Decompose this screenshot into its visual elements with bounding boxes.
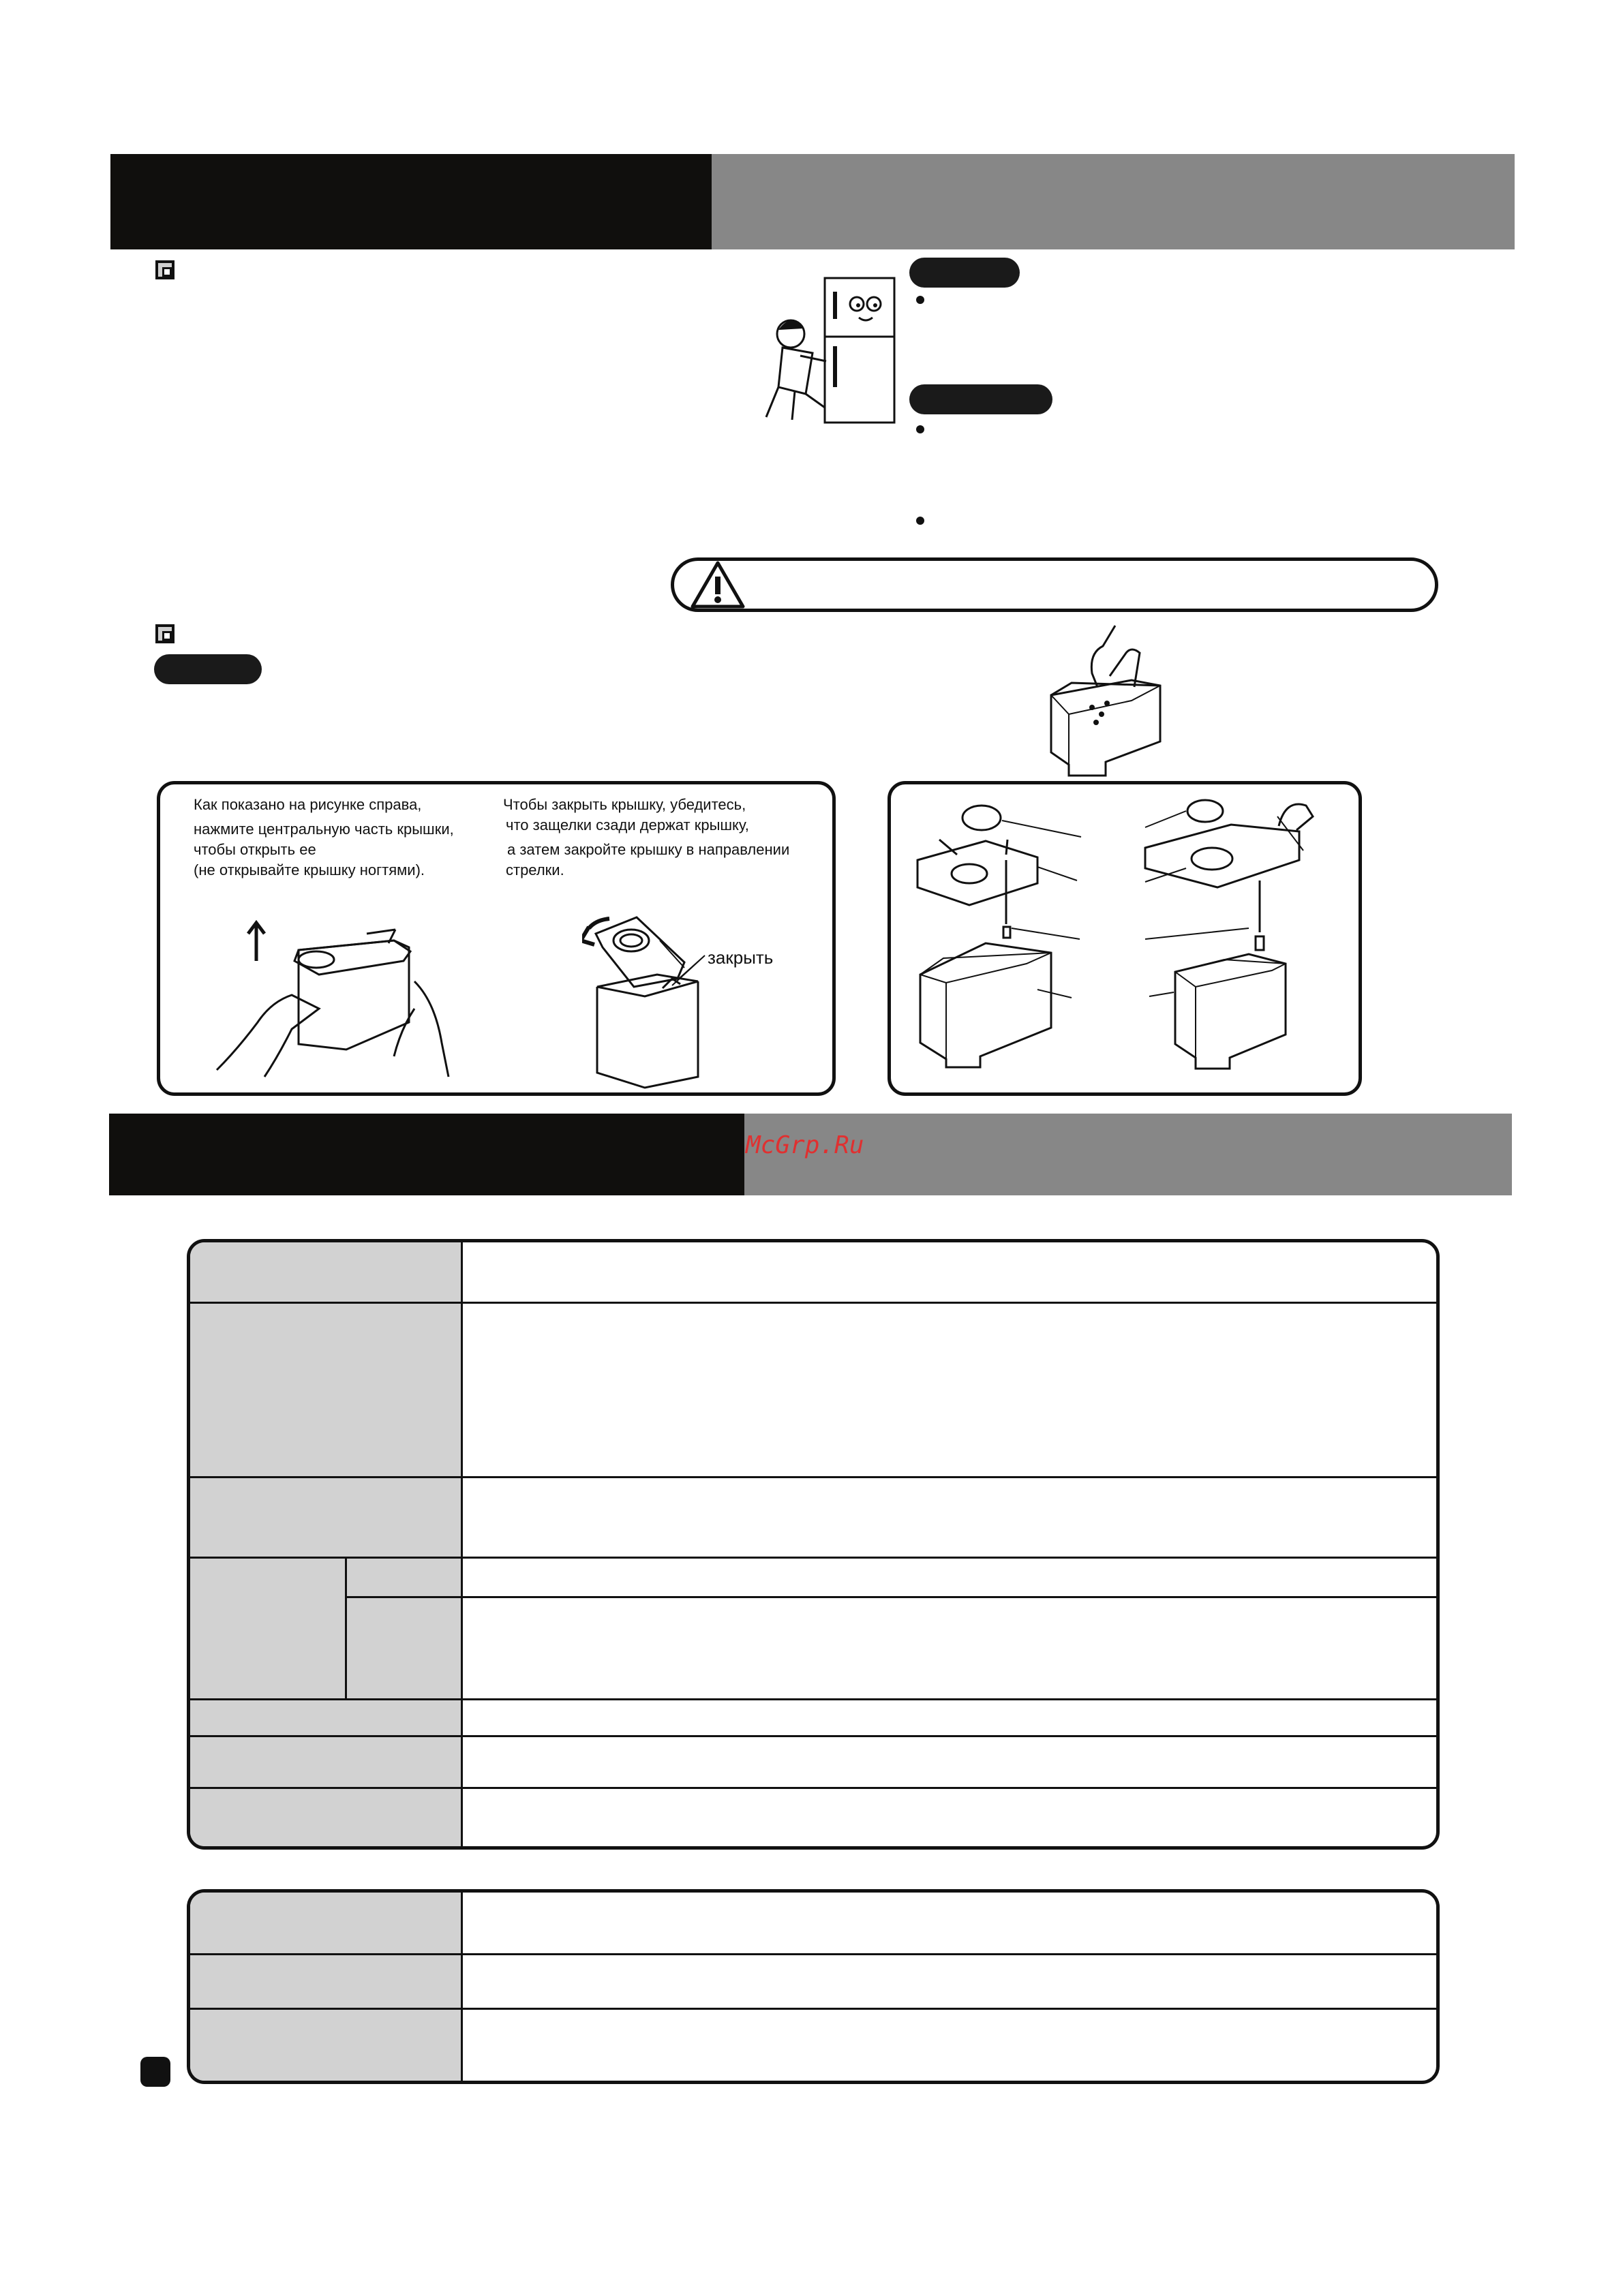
page-number-badge [140, 2057, 170, 2087]
table-row [190, 1477, 1436, 1557]
square-bullet-icon [155, 260, 175, 279]
table-label-cell [190, 2008, 461, 2081]
warning-triangle-icon [690, 560, 746, 609]
lid-open-line-3: чтобы открыть ее [194, 841, 316, 858]
square-bullet-icon [155, 624, 175, 643]
table-value-cell [461, 1597, 1436, 1699]
table-value-cell [461, 1893, 1436, 1954]
table-label-cell [190, 1699, 461, 1736]
table-label-cell [190, 1302, 461, 1477]
table-label-cell [190, 1242, 461, 1302]
table-row [190, 1597, 1436, 1699]
top-header-right-bar [712, 154, 1515, 249]
table-row [190, 1242, 1436, 1302]
lid-close-line-1: Чтобы закрыть крышку, убедитесь, [503, 796, 746, 813]
lid-open-instructions [194, 795, 454, 881]
table-value-cell [461, 1302, 1436, 1477]
table-label-cell [190, 1736, 461, 1788]
table-sublabel-cell [346, 1557, 461, 1597]
warning-box [671, 557, 1438, 612]
table-value-cell [461, 1699, 1436, 1736]
table-group-label-cell [190, 1557, 346, 1699]
spec-table-main [187, 1239, 1440, 1850]
lid-open-line-2: нажмите центральную часть крышки, [194, 821, 454, 838]
bullet [916, 296, 924, 304]
specs-header-left-bar [109, 1114, 744, 1195]
lid-open-line-1: Как показано на рисунке справа, [194, 796, 422, 813]
table-row [190, 1736, 1436, 1788]
table-row [190, 1893, 1436, 1954]
table-value-cell [461, 1736, 1436, 1788]
table-value-cell [461, 1954, 1436, 2008]
table-value-cell [461, 1242, 1436, 1302]
watermark: McGrp.Ru [746, 1131, 864, 1159]
lid-close-line-2: что защелки сзади держат крышку, [506, 816, 749, 833]
table-value-cell [461, 1557, 1436, 1597]
water-tank-hand-illustration [1044, 619, 1182, 780]
table-value-cell [461, 1788, 1436, 1850]
table-row [190, 1302, 1436, 1477]
table-row [190, 1954, 1436, 2008]
table-label-cell [190, 1477, 461, 1557]
table-value-cell [461, 1477, 1436, 1557]
lid-open-illustration [210, 920, 469, 1084]
bullet [916, 425, 924, 433]
close-label: закрыть [708, 947, 774, 968]
table-label-cell [190, 1954, 461, 2008]
top-header-left-bar [110, 154, 712, 249]
lid-close-line-3: а затем закройте крышку в направлении [507, 841, 790, 858]
lid-close-instructions [503, 795, 789, 881]
table-sublabel-cell [346, 1597, 461, 1699]
note-pill-left [154, 654, 262, 684]
fridge-child-illustration [758, 271, 901, 428]
spec-table-secondary [187, 1889, 1440, 2084]
lid-open-line-4: (не открывайте крышку ногтями). [194, 861, 425, 878]
lid-close-illustration [582, 913, 828, 1093]
note-pill-right-2 [909, 384, 1052, 414]
table-label-cell [190, 1893, 461, 1954]
table-row [190, 2008, 1436, 2081]
table-value-cell [461, 2008, 1436, 2081]
table-row [190, 1557, 1436, 1597]
note-pill-right-1 [909, 258, 1020, 288]
table-row [190, 1699, 1436, 1736]
lid-close-line-4: стрелки. [506, 861, 564, 878]
bullet [916, 517, 924, 525]
table-row [190, 1788, 1436, 1850]
parts-exploded-illustration [904, 792, 1354, 1085]
table-label-cell [190, 1788, 461, 1850]
